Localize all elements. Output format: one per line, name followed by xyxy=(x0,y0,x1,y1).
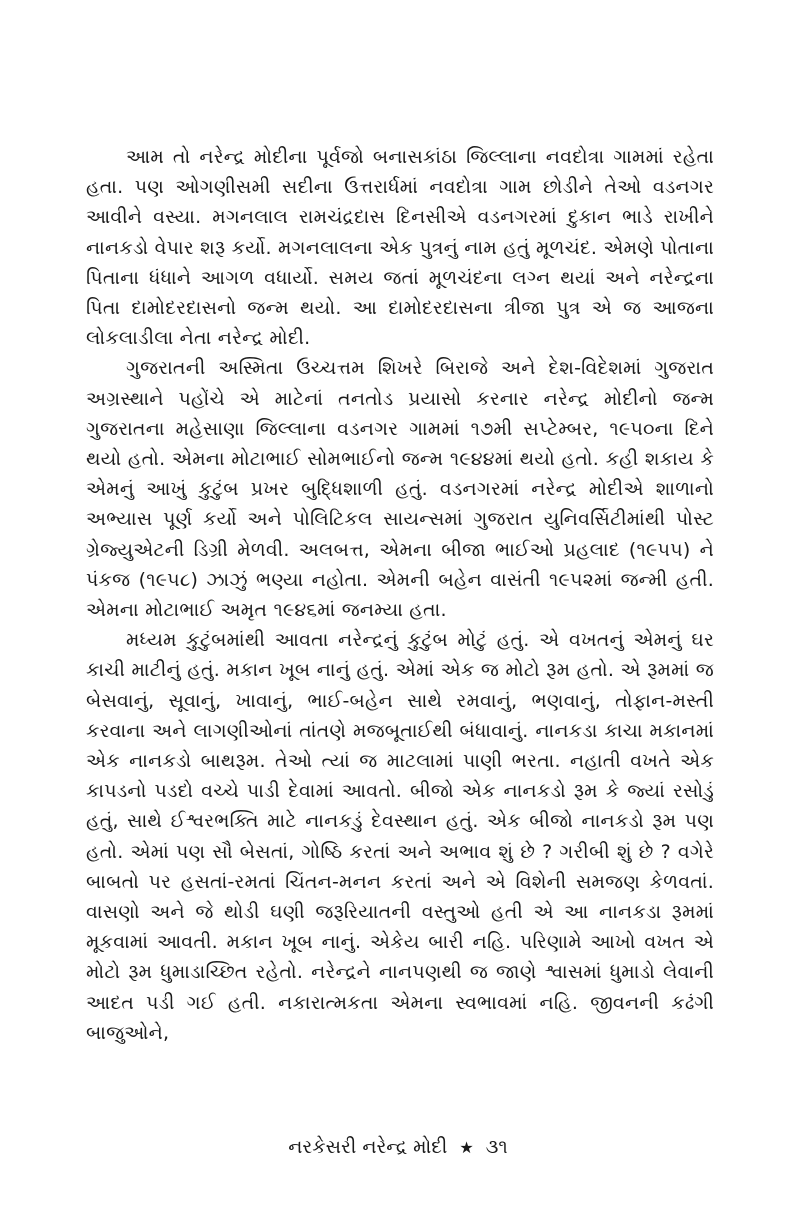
running-title: નરકેસરી નરેન્દ્ર મોદી xyxy=(288,1136,448,1158)
paragraph-birth-family: ગુજરાતની અસ્મિતા ઉચ્ચત્તમ શિખરે બિરાજે અને દેશ-વિદેશમાં ગુજરાત અગ્રસ્થાને પહોંચે એ માટેનાં તનતોડ પ્રયાસો કરનાર નરેન્દ્ર મોદીનો જન્મ ગુજરાતના મહેસાણા જિલ્લાના વડનગર ગામમાં ૧૭મી સપ્ટેમ્બર, ૧૯૫૦ના દિને થયો હતો. એમના મોટાભાઈ સોમભાઈનો જન્મ ૧૯૪૪માં થયો હતો. કહી શકાય કે એમનું આખું કુટુંબ પ્રખર બુદ્ધિશાળી હતું. વડનગરમાં નરેન્દ્ર મોદીએ શાળાનો અભ્યાસ પૂર્ણ કર્યો અને પોલિટિકલ સાયન્સમાં ગુજરાત યુનિવર્સિટીમાંથી પોસ્ટ ગ્રેજ્યુએટની ડિગ્રી મેળવી. અલબત્ત, એમના બીજા ભાઈઓ પ્રહલાદ (૧૯૫૫) ને પંકજ (૧૯૫૮) ઝાઝું ભણ્યા નહોતા. એમની બહેન વાસંતી ૧૯૫૨માં જન્મી હતી. એમના મોટાભાઈ અમૃત ૧૯૪૬માં જનમ્યા હતા. xyxy=(86,357,714,622)
page-footer xyxy=(0,1134,796,1161)
paragraph-childhood-home: મધ્યમ કુટુંબમાંથી આવતા નરેન્દ્રનું કુટુંબ મોટું હતું. એ વખતનું એમનું ઘર કાચી માટીનું હતું. મકાન ખૂબ નાનું હતું. એમાં એક જ મોટો રૂમ હતો. એ રૂમમાં જ બેસવાનું, સૂવાનું, ખાવાનું, ભાઈ-બહેન સાથે રમવાનું, ભણવાનું, તોફાન-મસ્તી કરવાના અને લાગણીઓનાં તાંતણે મજબૂતાઈથી બંધાવાનું. નાનકડા કાચા મકાનમાં એક નાનકડો બાથરૂમ. તેઓ ત્યાં જ માટલામાં પાણી ભરતા. નહાતી વખતે એક કાપડનો પડદો વચ્ચે પાડી દેવામાં આવતો. બીજો એક નાનકડો રૂમ કે જ્યાં રસોડું હતું, સાથે ઈશ્વરભક્તિ માટે નાનકડું દેવસ્થાન હતું. એક બીજો નાનકડો રૂમ પણ હતો. એમાં પણ સૌ બેસતાં, ગોષ્ઠિ કરતાં અને અભાવ શું છે ? ગરીબી શું છે ? વગેરે બાબતો પર હસતાં-રમતાં ચિંતન-મનન કરતાં અને એ વિશેની સમજણ કેળવતાં. વાસણો અને જે થોડી ઘણી જરૂરિયાતની વસ્તુઓ હતી એ આ નાનકડા રૂમમાં મૂકવામાં આવતી. મકાન ખૂબ નાનું. એકેય બારી નહિ. પરિણામે આખો વખત એ મોટો રૂમ ધુમાડાચ્છિત રહેતો. નરેન્દ્રને નાનપણથી જ જાણે શ્વાસમાં ધુમાડો લેવાની આદત પડી ગઈ હતી. નકારાત્મકતા એમના સ્વભાવમાં નહિ. જીવનની કઢંગી બાજુઓને, xyxy=(86,629,714,1044)
star-icon: ★ xyxy=(459,1138,474,1157)
paragraph-ancestry: આમ તો નરેન્દ્ર મોદીના પૂર્વજો બનાસકાંઠા જિલ્લાના નવદોત્રા ગામમાં રહેતા હતા. પણ ઓગણીસમી સદીના ઉત્તરાર્ધમાં નવદોત્રા ગામ છોડીને તેઓ વડનગર આવીને વસ્યા. મગનલાલ રામચંદ્રદાસ દિનસીએ વડનગરમાં દુકાન ભાડે રાખીને નાનકડો વેપાર શરૂ કર્યો. મગનલાલના એક પુત્રનું નામ હતું મૂળચંદ. એમણે પોતાના પિતાના ધંધાને આગળ વધાર્યો. સમય જતાં મૂળચંદના લગ્ન થયાં અને નરેન્દ્રના પિતા દામોદરદાસનો જન્મ થયો. આ દામોદરદાસના ત્રીજા પુત્ર એ જ આજના લોકલાડીલા નેતા નરેન્દ્ર મોદી. xyxy=(86,146,714,350)
page-number: ૩૧ xyxy=(485,1136,508,1158)
body-text xyxy=(86,142,714,1048)
